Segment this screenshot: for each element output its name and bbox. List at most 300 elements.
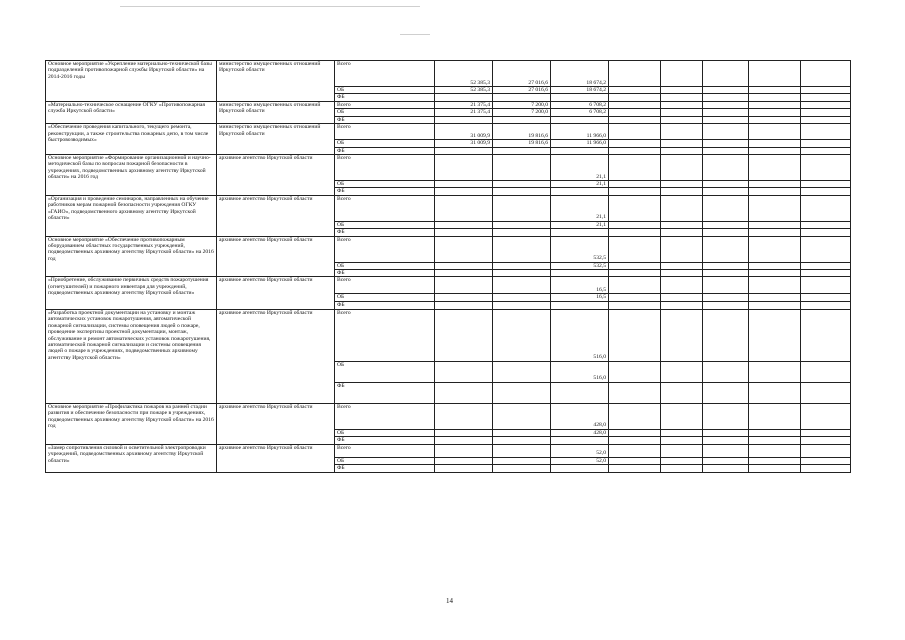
empty-cell <box>609 154 661 180</box>
amount-cell <box>493 236 551 262</box>
empty-cell <box>703 147 749 154</box>
empty-cell <box>661 188 703 195</box>
responsible-agency: архивное агентство Иркутской области <box>217 403 335 444</box>
empty-cell <box>609 262 661 269</box>
funding-source: ФБ <box>335 301 435 309</box>
amount-cell <box>435 195 493 221</box>
responsible-agency: архивное агентство Иркутской области <box>217 154 335 195</box>
amount-cell: 428,0 <box>551 429 609 436</box>
empty-cell <box>703 403 749 429</box>
responsible-agency: министерство имущественных отношений Иркутской области <box>217 61 335 102</box>
amount-cell: 7 200,0 <box>493 101 551 108</box>
measure-title: «Материально-техническое оснащение ОГКУ «Противопожарная служба Иркутской области» <box>46 101 217 123</box>
amount-cell <box>493 94 551 101</box>
empty-cell <box>609 465 661 472</box>
empty-cell <box>703 429 749 436</box>
amount-cell: 16,5 <box>551 277 609 294</box>
amount-cell <box>435 294 493 301</box>
empty-cell <box>801 188 851 195</box>
empty-cell <box>609 301 661 309</box>
amount-cell <box>435 465 493 472</box>
funding-source: ФБ <box>335 147 435 154</box>
amount-cell: 52,0 <box>551 444 609 457</box>
empty-cell <box>703 94 749 101</box>
empty-cell <box>801 87 851 94</box>
amount-cell <box>493 188 551 195</box>
empty-cell <box>609 221 661 228</box>
empty-cell <box>609 444 661 457</box>
amount-cell <box>493 403 551 429</box>
empty-cell <box>801 109 851 116</box>
empty-cell <box>661 87 703 94</box>
amount-cell <box>493 382 551 403</box>
empty-cell <box>609 457 661 464</box>
amount-cell <box>493 465 551 472</box>
empty-cell <box>661 154 703 180</box>
amount-cell: 532,5 <box>551 236 609 262</box>
amount-cell <box>551 94 609 101</box>
empty-cell <box>661 180 703 187</box>
empty-cell <box>703 457 749 464</box>
table-row <box>46 124 851 140</box>
table-row <box>46 195 851 221</box>
empty-cell <box>609 61 661 87</box>
amount-cell <box>551 437 609 444</box>
amount-cell <box>551 147 609 154</box>
funding-source: ОБ <box>335 294 435 301</box>
amount-cell <box>493 195 551 221</box>
amount-cell: 31 009,9 <box>435 124 493 140</box>
empty-cell <box>609 94 661 101</box>
amount-cell <box>493 437 551 444</box>
empty-cell <box>703 116 749 123</box>
empty-cell <box>749 109 801 116</box>
funding-source: Всего <box>335 101 435 108</box>
empty-cell <box>749 270 801 277</box>
measure-title: Основное мероприятие «Обеспечение противопожарным оборудованием областных государственных учреждений, подведомственных архивному агентству Иркутской области» на 2016 год <box>46 236 217 277</box>
empty-cell <box>703 101 749 108</box>
amount-cell: 21,1 <box>551 221 609 228</box>
budget-table <box>45 60 851 473</box>
amount-cell <box>435 236 493 262</box>
amount-cell <box>493 429 551 436</box>
table-row <box>46 444 851 457</box>
responsible-agency: архивное агентство Иркутской области <box>217 444 335 472</box>
funding-source: Всего <box>335 403 435 429</box>
empty-cell <box>801 465 851 472</box>
empty-cell <box>703 195 749 221</box>
amount-cell <box>493 180 551 187</box>
empty-cell <box>703 361 749 382</box>
funding-source: Всего <box>335 154 435 180</box>
funding-source: ФБ <box>335 437 435 444</box>
funding-source: Всего <box>335 195 435 221</box>
empty-cell <box>609 403 661 429</box>
empty-cell <box>661 457 703 464</box>
amount-cell <box>493 301 551 309</box>
empty-cell <box>609 109 661 116</box>
measure-title: Основное мероприятие «Профилактика пожаров на ранней стадии развития и обеспечение безопасности при пожаре в учреждениях, подведомственных архивному агентству Иркутской области» на 2016 год <box>46 403 217 444</box>
empty-cell <box>749 262 801 269</box>
empty-cell <box>661 140 703 147</box>
empty-cell <box>801 277 851 294</box>
table-row <box>46 403 851 429</box>
empty-cell <box>801 262 851 269</box>
amount-cell: 31 009,9 <box>435 140 493 147</box>
empty-cell <box>661 147 703 154</box>
amount-cell <box>435 221 493 228</box>
empty-cell <box>661 94 703 101</box>
empty-cell <box>609 116 661 123</box>
amount-cell: 6 708,2 <box>551 101 609 108</box>
responsible-agency: архивное агентство Иркутской области <box>217 277 335 309</box>
empty-cell <box>661 195 703 221</box>
empty-cell <box>749 221 801 228</box>
amount-cell: 21 375,4 <box>435 101 493 108</box>
responsible-agency: архивное агентство Иркутской области <box>217 309 335 403</box>
amount-cell <box>493 309 551 361</box>
funding-source: ФБ <box>335 229 435 236</box>
empty-cell <box>749 140 801 147</box>
amount-cell <box>435 229 493 236</box>
empty-cell <box>801 140 851 147</box>
amount-cell <box>493 229 551 236</box>
amount-cell: 6 708,2 <box>551 109 609 116</box>
amount-cell: 52,0 <box>551 457 609 464</box>
amount-cell <box>435 262 493 269</box>
empty-cell <box>661 109 703 116</box>
empty-cell <box>661 229 703 236</box>
empty-cell <box>801 180 851 187</box>
empty-cell <box>801 294 851 301</box>
funding-source: Всего <box>335 444 435 457</box>
empty-cell <box>801 94 851 101</box>
empty-cell <box>661 221 703 228</box>
empty-cell <box>661 262 703 269</box>
empty-cell <box>749 309 801 361</box>
amount-cell: 18 674,2 <box>551 61 609 87</box>
amount-cell <box>435 437 493 444</box>
amount-cell: 21 375,4 <box>435 109 493 116</box>
empty-cell <box>801 124 851 140</box>
amount-cell: 7 200,0 <box>493 109 551 116</box>
empty-cell <box>609 195 661 221</box>
scan-mark-top <box>120 6 420 7</box>
empty-cell <box>801 361 851 382</box>
empty-cell <box>749 437 801 444</box>
amount-cell <box>493 457 551 464</box>
responsible-agency: архивное агентство Иркутской области <box>217 236 335 277</box>
amount-cell <box>551 116 609 123</box>
amount-cell <box>551 465 609 472</box>
amount-cell: 516,0 <box>551 309 609 361</box>
responsible-agency: министерство имущественных отношений Иркутской области <box>217 101 335 123</box>
empty-cell <box>609 382 661 403</box>
amount-cell <box>493 147 551 154</box>
amount-cell <box>435 154 493 180</box>
empty-cell <box>749 301 801 309</box>
funding-source: ОБ <box>335 262 435 269</box>
empty-cell <box>661 101 703 108</box>
empty-cell <box>661 277 703 294</box>
table-row <box>46 236 851 262</box>
empty-cell <box>749 236 801 262</box>
empty-cell <box>609 87 661 94</box>
measure-title: «Организация и проведение семинаров, направленных на обучение работников мерам пожарной безопасности учреждения ОГКУ «ГАИО», подведомственного архивному агентству Иркутской области» <box>46 195 217 236</box>
empty-cell <box>703 124 749 140</box>
empty-cell <box>703 444 749 457</box>
empty-cell <box>609 309 661 361</box>
table-row <box>46 61 851 87</box>
amount-cell: 27 016,6 <box>493 61 551 87</box>
empty-cell <box>801 221 851 228</box>
empty-cell <box>703 109 749 116</box>
empty-cell <box>801 101 851 108</box>
amount-cell: 21,1 <box>551 180 609 187</box>
empty-cell <box>661 444 703 457</box>
amount-cell: 11 966,0 <box>551 124 609 140</box>
amount-cell <box>551 188 609 195</box>
amount-cell: 428,0 <box>551 403 609 429</box>
amount-cell <box>493 277 551 294</box>
empty-cell <box>609 140 661 147</box>
empty-cell <box>703 270 749 277</box>
empty-cell <box>703 140 749 147</box>
funding-source: Всего <box>335 277 435 294</box>
empty-cell <box>661 270 703 277</box>
amount-cell: 19 816,6 <box>493 140 551 147</box>
empty-cell <box>749 429 801 436</box>
funding-source: ФБ <box>335 116 435 123</box>
amount-cell <box>493 361 551 382</box>
page-number: 14 <box>446 597 453 605</box>
amount-cell <box>435 444 493 457</box>
measure-title: «Разработка проектной документации на установку и монтаж автоматических установок пожаротушения, автоматической пожарной сигнализации, системы оповещения людей о пожаре, проведение экспертизы проектной документации, монтаж, обслуживание и ремонт автоматических установок пожаротушения, автоматической пожарной сигнализации и системы оповещения людей о пожаре в учреждениях, подведомственных архивному агентству Иркутской области» <box>46 309 217 403</box>
empty-cell <box>749 116 801 123</box>
funding-source: ОБ <box>335 140 435 147</box>
empty-cell <box>609 270 661 277</box>
funding-source: ФБ <box>335 382 435 403</box>
measure-title: «Приобретение, обслуживание первичных средств пожаротушения (огнетушителей) и пожарного инвентаря для учреждений, подведомственных архивному агентству Иркутской области» <box>46 277 217 309</box>
empty-cell <box>609 188 661 195</box>
empty-cell <box>703 382 749 403</box>
empty-cell <box>801 403 851 429</box>
empty-cell <box>749 444 801 457</box>
responsible-agency: министерство имущественных отношений Иркутской области <box>217 124 335 155</box>
empty-cell <box>801 309 851 361</box>
empty-cell <box>749 361 801 382</box>
table-row <box>46 101 851 108</box>
empty-cell <box>749 61 801 87</box>
empty-cell <box>703 437 749 444</box>
amount-cell <box>493 270 551 277</box>
amount-cell <box>493 116 551 123</box>
empty-cell <box>703 61 749 87</box>
amount-cell <box>551 270 609 277</box>
amount-cell <box>435 270 493 277</box>
funding-source: ОБ <box>335 180 435 187</box>
amount-cell: 11 966,0 <box>551 140 609 147</box>
empty-cell <box>801 382 851 403</box>
amount-cell <box>493 262 551 269</box>
empty-cell <box>749 87 801 94</box>
amount-cell <box>435 188 493 195</box>
empty-cell <box>749 124 801 140</box>
funding-source: ОБ <box>335 221 435 228</box>
empty-cell <box>749 188 801 195</box>
amount-cell: 532,5 <box>551 262 609 269</box>
empty-cell <box>609 101 661 108</box>
empty-cell <box>703 221 749 228</box>
amount-cell <box>493 294 551 301</box>
empty-cell <box>801 429 851 436</box>
empty-cell <box>749 294 801 301</box>
scan-mark-top-right <box>400 34 430 35</box>
empty-cell <box>609 180 661 187</box>
empty-cell <box>801 457 851 464</box>
empty-cell <box>801 61 851 87</box>
amount-cell <box>435 382 493 403</box>
funding-source: ОБ <box>335 109 435 116</box>
amount-cell <box>435 147 493 154</box>
amount-cell <box>551 229 609 236</box>
empty-cell <box>801 437 851 444</box>
measure-title: Основное мероприятие «Укрепление материально-технической базы подразделений противопожарной службы Иркутской области» на 2014-2016 годы <box>46 61 217 102</box>
empty-cell <box>703 465 749 472</box>
empty-cell <box>703 87 749 94</box>
empty-cell <box>661 124 703 140</box>
empty-cell <box>801 195 851 221</box>
empty-cell <box>609 124 661 140</box>
empty-cell <box>703 262 749 269</box>
empty-cell <box>661 361 703 382</box>
amount-cell: 19 816,6 <box>493 124 551 140</box>
empty-cell <box>609 277 661 294</box>
amount-cell <box>435 457 493 464</box>
empty-cell <box>661 301 703 309</box>
empty-cell <box>661 437 703 444</box>
budget-table-body <box>46 61 851 473</box>
empty-cell <box>609 236 661 262</box>
empty-cell <box>703 294 749 301</box>
amount-cell: 18 674,2 <box>551 87 609 94</box>
measure-title: Основное мероприятие «Формирование организационной и научно-методической базы по вопросам пожарной безопасности в учреждениях, подведомственных архивному агентству Иркутской области» на 2016 год <box>46 154 217 195</box>
amount-cell <box>435 429 493 436</box>
empty-cell <box>749 277 801 294</box>
empty-cell <box>661 294 703 301</box>
amount-cell <box>435 277 493 294</box>
funding-source: Всего <box>335 236 435 262</box>
responsible-agency: архивное агентство Иркутской области <box>217 195 335 236</box>
funding-source: Всего <box>335 61 435 87</box>
empty-cell <box>661 382 703 403</box>
empty-cell <box>609 147 661 154</box>
empty-cell <box>661 309 703 361</box>
amount-cell: 52 385,3 <box>435 61 493 87</box>
empty-cell <box>749 457 801 464</box>
funding-source: ФБ <box>335 270 435 277</box>
empty-cell <box>661 61 703 87</box>
funding-source: Всего <box>335 124 435 140</box>
empty-cell <box>661 403 703 429</box>
table-row <box>46 154 851 180</box>
empty-cell <box>749 195 801 221</box>
empty-cell <box>703 180 749 187</box>
amount-cell: 27 016,6 <box>493 87 551 94</box>
amount-cell <box>551 301 609 309</box>
empty-cell <box>749 403 801 429</box>
empty-cell <box>609 437 661 444</box>
empty-cell <box>749 382 801 403</box>
empty-cell <box>801 229 851 236</box>
empty-cell <box>801 147 851 154</box>
funding-source: ОБ <box>335 429 435 436</box>
amount-cell <box>493 154 551 180</box>
empty-cell <box>749 229 801 236</box>
empty-cell <box>703 236 749 262</box>
empty-cell <box>703 301 749 309</box>
empty-cell <box>661 116 703 123</box>
empty-cell <box>749 101 801 108</box>
amount-cell <box>493 221 551 228</box>
funding-source: ОБ <box>335 361 435 382</box>
funding-source: ФБ <box>335 465 435 472</box>
empty-cell <box>703 154 749 180</box>
empty-cell <box>749 147 801 154</box>
empty-cell <box>749 465 801 472</box>
table-row <box>46 277 851 294</box>
funding-source: ФБ <box>335 94 435 101</box>
empty-cell <box>661 236 703 262</box>
empty-cell <box>801 154 851 180</box>
table-row <box>46 309 851 361</box>
amount-cell: 52 385,3 <box>435 87 493 94</box>
empty-cell <box>609 429 661 436</box>
funding-source: ОБ <box>335 457 435 464</box>
amount-cell <box>435 361 493 382</box>
amount-cell <box>435 116 493 123</box>
empty-cell <box>661 465 703 472</box>
empty-cell <box>801 116 851 123</box>
amount-cell <box>493 444 551 457</box>
empty-cell <box>801 236 851 262</box>
empty-cell <box>801 270 851 277</box>
measure-title: «Замер сопротивления силовой и осветительной электропроводки учреждений, подведомственных архивному агентству Иркутской области» <box>46 444 217 472</box>
empty-cell <box>609 361 661 382</box>
empty-cell <box>749 154 801 180</box>
measure-title: «Обеспечение проведения капитального, текущего ремонта, реконструкции, а также строительства пожарных депо, в том числе быстровозводимых» <box>46 124 217 155</box>
empty-cell <box>661 429 703 436</box>
empty-cell <box>609 294 661 301</box>
empty-cell <box>801 301 851 309</box>
amount-cell <box>435 94 493 101</box>
amount-cell <box>551 382 609 403</box>
empty-cell <box>609 229 661 236</box>
funding-source: Всего <box>335 309 435 361</box>
empty-cell <box>703 188 749 195</box>
amount-cell <box>435 309 493 361</box>
amount-cell: 516,0 <box>551 361 609 382</box>
empty-cell <box>801 444 851 457</box>
empty-cell <box>703 309 749 361</box>
amount-cell <box>435 180 493 187</box>
empty-cell <box>703 277 749 294</box>
amount-cell: 21,1 <box>551 154 609 180</box>
amount-cell: 16,5 <box>551 294 609 301</box>
amount-cell <box>435 301 493 309</box>
funding-source: ОБ <box>335 87 435 94</box>
funding-source: ФБ <box>335 188 435 195</box>
